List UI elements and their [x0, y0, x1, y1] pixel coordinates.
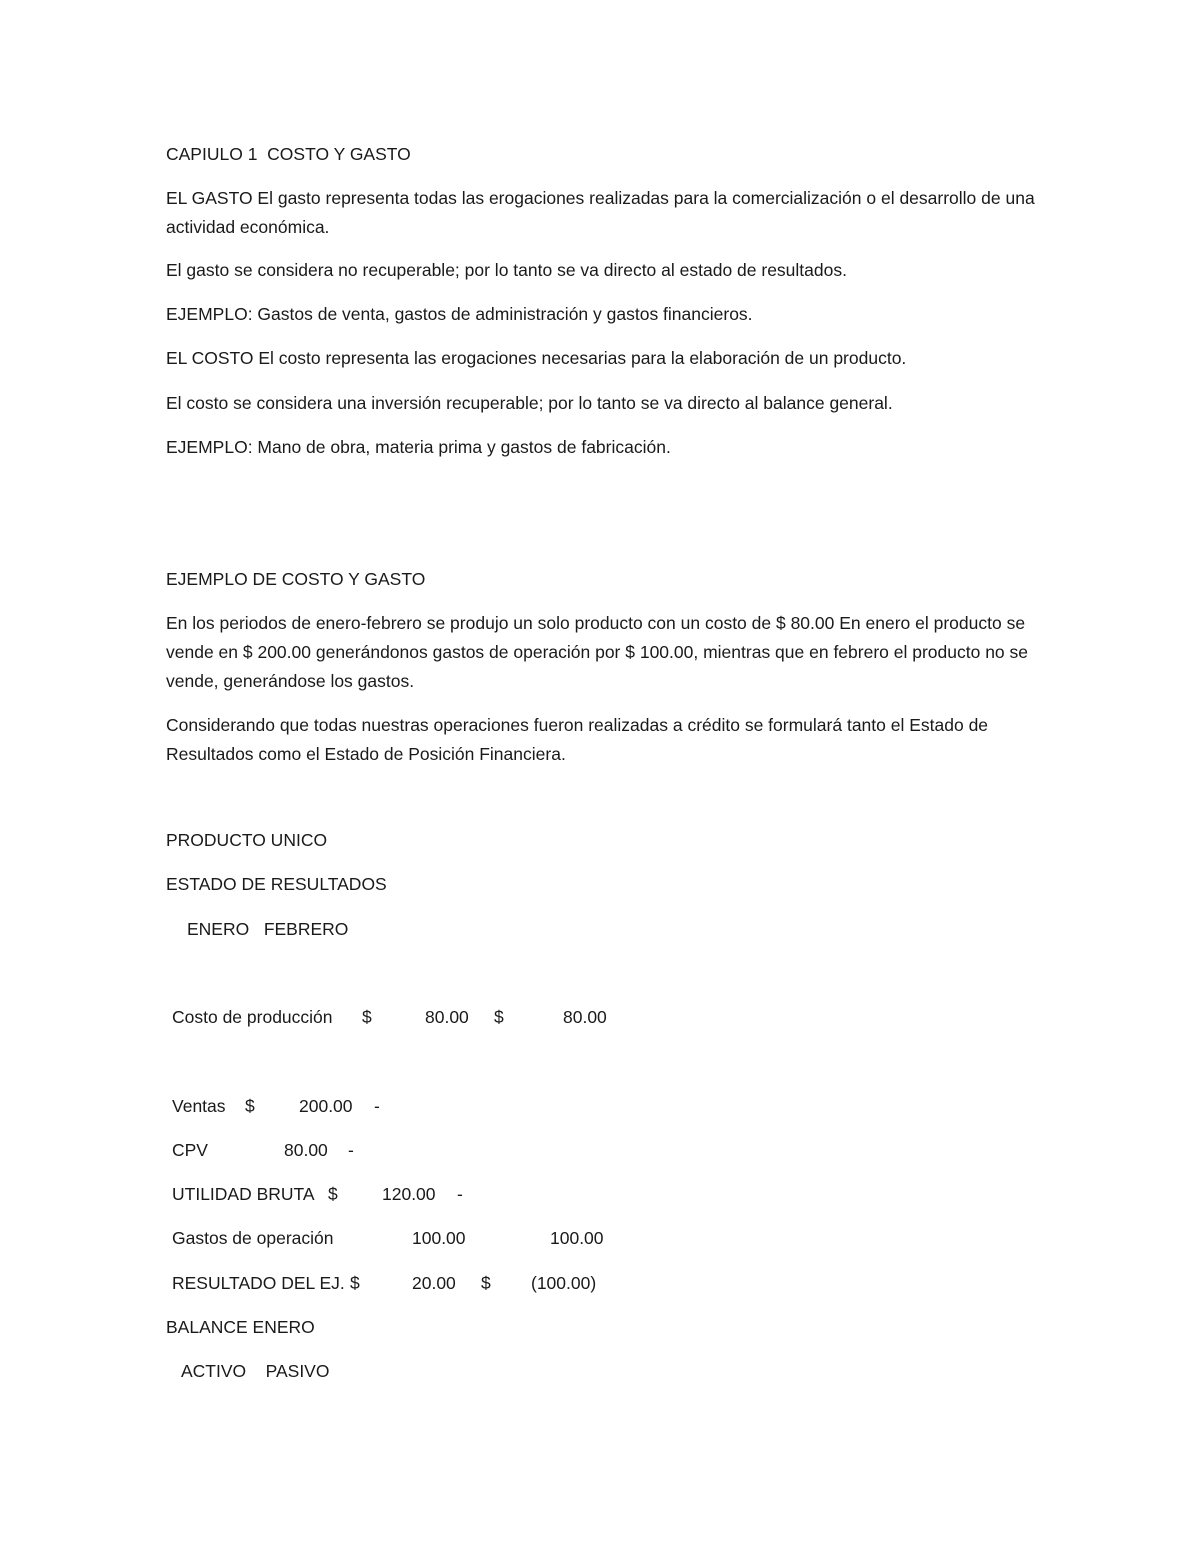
cost-row-currency-enero: $: [362, 1007, 372, 1027]
gasto-definition: EL GASTO El gasto representa todas las erogaciones realizadas para la comercialización o el desarrollo de una actividad económica.: [166, 188, 1035, 237]
cost-row-value-enero: 80.00: [425, 1007, 469, 1027]
sales-row-label: Ventas: [172, 1096, 226, 1116]
gross-profit-row-value-enero: 120.00: [382, 1184, 436, 1204]
balance-heading: BALANCE ENERO: [166, 1317, 315, 1337]
costo-definition: EL COSTO El costo representa las erogaciones necesarias para la elaboración de un producto.: [166, 348, 907, 368]
gross-profit-row-label: UTILIDAD BRUTA: [172, 1184, 315, 1204]
statement-heading: ESTADO DE RESULTADOS: [166, 874, 387, 894]
costo-example: EJEMPLO: Mano de obra, materia prima y gastos de fabricación.: [166, 437, 671, 457]
balance-columns: ACTIVO PASIVO: [181, 1361, 330, 1381]
sales-row-currency-enero: $: [245, 1096, 255, 1116]
cpv-row-label: CPV: [172, 1140, 208, 1160]
cost-row-value-febrero: 80.00: [563, 1007, 607, 1027]
cpv-row-value-febrero: -: [348, 1140, 354, 1160]
sales-row-value-febrero: -: [374, 1096, 380, 1116]
gasto-example: EJEMPLO: Gastos de venta, gastos de administración y gastos financieros.: [166, 304, 753, 324]
operating-expenses-row-label: Gastos de operación: [172, 1228, 334, 1248]
result-row-value-febrero: (100.00): [531, 1273, 597, 1293]
sales-row-value-enero: 200.00: [299, 1096, 353, 1116]
example-paragraph-1: En los periodos de enero-febrero se produjo un solo producto con un costo de $ 80.00 En enero el producto se vende en $ 200.00 generándonos gastos de operación por $ 100.00, mientras que en febrero el producto no se vende, generándose los gastos.: [166, 613, 1029, 691]
example-paragraph-2: Considerando que todas nuestras operaciones fueron realizadas a crédito se formulará tanto el Estado de Resultados como el Estado de Posición Financiera.: [166, 715, 989, 764]
cpv-row-value-enero: 80.00: [284, 1140, 328, 1160]
product-heading: PRODUCTO UNICO: [166, 830, 328, 850]
costo-note: El costo se considera una inversión recuperable; por lo tanto se va directo al balance general.: [166, 393, 893, 413]
months-header: ENERO FEBRERO: [187, 919, 349, 939]
example-heading: EJEMPLO DE COSTO Y GASTO: [166, 569, 426, 589]
cost-row-label: Costo de producción: [172, 1007, 333, 1027]
chapter-title: CAPIULO 1 COSTO Y GASTO: [166, 144, 411, 164]
result-row-label: RESULTADO DEL EJ.: [172, 1273, 345, 1293]
result-row-value-enero: 20.00: [412, 1273, 456, 1293]
operating-expenses-row-value-enero: 100.00: [412, 1228, 466, 1248]
result-row-currency-febrero: $: [481, 1273, 491, 1293]
result-row-currency-enero: $: [350, 1273, 360, 1293]
operating-expenses-row-value-febrero: 100.00: [550, 1228, 604, 1248]
gasto-note: El gasto se considera no recuperable; por lo tanto se va directo al estado de resultados.: [166, 260, 847, 280]
gross-profit-row-currency-enero: $: [328, 1184, 338, 1204]
cost-row-currency-febrero: $: [494, 1007, 504, 1027]
gross-profit-row-value-febrero: -: [457, 1184, 463, 1204]
